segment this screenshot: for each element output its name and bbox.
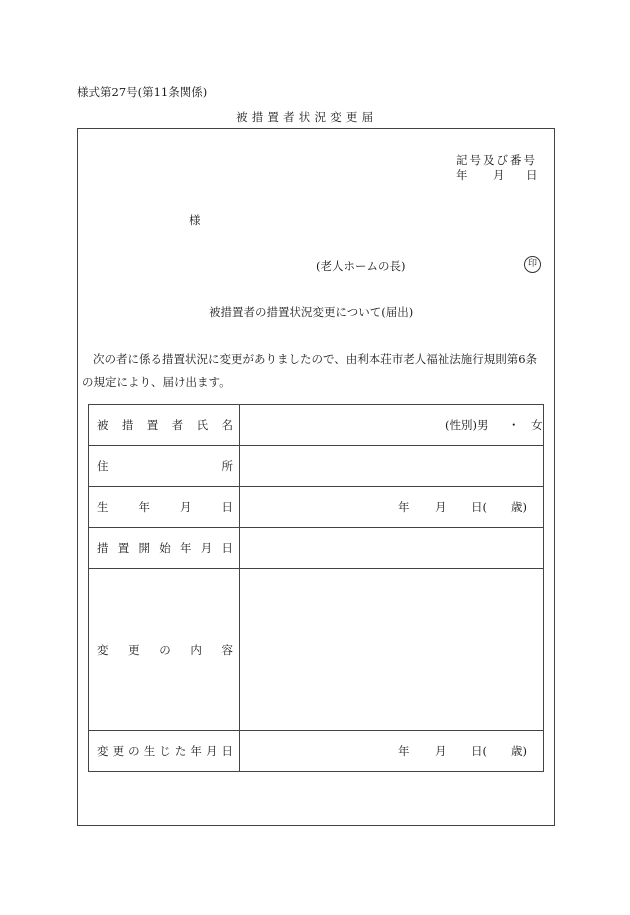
details-table bbox=[88, 404, 544, 772]
body-text-line-1: 次の者に係る措置状況に変更がありましたので、由利本荘市老人福祉法施行規則第6条 bbox=[93, 352, 538, 366]
address-label-cell bbox=[89, 446, 240, 487]
table-row-birthdate bbox=[89, 487, 544, 528]
date-year-label: 年 bbox=[456, 168, 468, 182]
name-value-field[interactable] bbox=[240, 405, 544, 446]
birth-year-label: 年 bbox=[398, 500, 410, 514]
body-text-line-2: の規定により、届け出ます。 bbox=[82, 375, 231, 389]
change-month-label: 月 bbox=[435, 744, 447, 758]
birthdate-label: 生 年 月 日 bbox=[97, 500, 233, 514]
reference-number-label: 記号及び番号 bbox=[456, 153, 537, 167]
start-date-label: 措 置 開 始 年 月 日 bbox=[97, 541, 233, 555]
subject-line: 被措置者の措置状況変更について(届出) bbox=[209, 305, 414, 319]
change-content-label: 変 更 の 内 容 bbox=[97, 642, 233, 657]
addressee-honorific: 様 bbox=[189, 213, 201, 227]
table-row-address bbox=[89, 446, 544, 487]
table-row-change-date bbox=[89, 731, 544, 772]
sender-title: (老人ホームの長) bbox=[316, 259, 406, 273]
address-value-field[interactable] bbox=[240, 446, 544, 487]
name-label-cell bbox=[89, 405, 240, 446]
change-year-label: 年 bbox=[398, 744, 410, 758]
birthdate-label-cell bbox=[89, 487, 240, 528]
birth-month-label: 月 bbox=[435, 500, 447, 514]
change-date-label: 変 更 の 生 じ た 年 月 日 bbox=[97, 744, 233, 758]
birth-day-label: 日( bbox=[471, 500, 487, 514]
birthdate-value-field[interactable] bbox=[240, 487, 544, 528]
change-date-label-cell bbox=[89, 731, 240, 772]
address-label: 住 所 bbox=[97, 459, 233, 473]
change-content-value-field[interactable] bbox=[240, 569, 544, 731]
change-content-label-cell bbox=[89, 569, 240, 731]
start-date-label-cell bbox=[89, 528, 240, 569]
name-label: 被 措 置 者 氏 名 bbox=[97, 418, 233, 432]
seal-mark-icon: 印 bbox=[524, 256, 541, 273]
birth-age-label: 歳) bbox=[511, 500, 527, 514]
form-number-label: 様式第27号(第11条関係) bbox=[77, 85, 208, 99]
change-date-value-field[interactable] bbox=[240, 731, 544, 772]
table-row-name bbox=[89, 405, 544, 446]
gender-female-option[interactable]: 女 bbox=[531, 418, 543, 432]
date-month-label: 月 bbox=[493, 168, 505, 182]
change-age-label: 歳) bbox=[511, 744, 527, 758]
gender-label: (性別)男 bbox=[445, 418, 489, 432]
change-day-label: 日( bbox=[471, 744, 487, 758]
document-title: 被措置者状況変更届 bbox=[236, 110, 378, 124]
start-date-value-field[interactable] bbox=[240, 528, 544, 569]
date-day-label: 日 bbox=[526, 168, 538, 182]
table-row-change-content bbox=[89, 569, 544, 731]
table-row-start-date bbox=[89, 528, 544, 569]
gender-separator: ・ bbox=[508, 418, 520, 432]
